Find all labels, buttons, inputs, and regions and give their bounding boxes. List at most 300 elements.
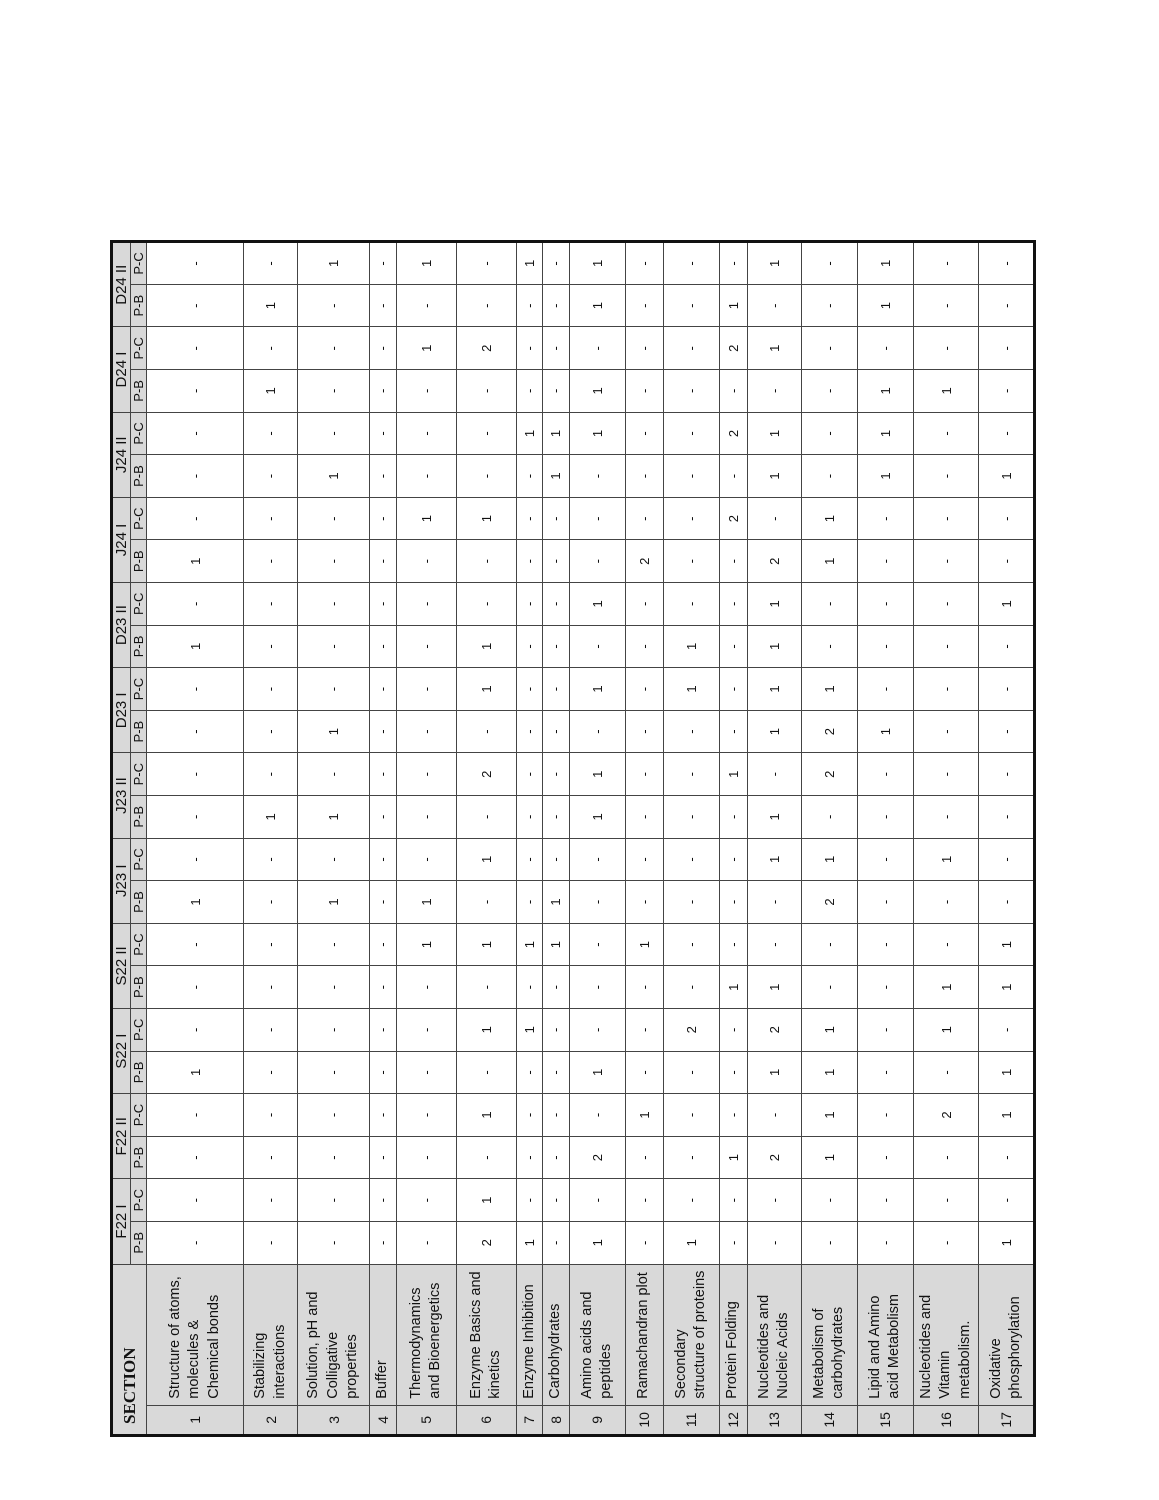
- count-cell: 1: [244, 370, 298, 413]
- count-cell: 2: [801, 753, 857, 796]
- count-cell: -: [298, 497, 370, 540]
- count-cell: -: [857, 1009, 913, 1052]
- count-cell: -: [147, 753, 244, 796]
- count-cell: -: [569, 540, 625, 583]
- count-cell: -: [979, 284, 1035, 327]
- count-cell: 1: [516, 412, 543, 455]
- count-cell: -: [663, 497, 719, 540]
- count-cell: -: [456, 1051, 516, 1094]
- count-cell: -: [569, 838, 625, 881]
- count-cell: 1: [857, 284, 913, 327]
- part-subheader: P-C: [131, 583, 147, 626]
- count-cell: -: [516, 1094, 543, 1137]
- count-cell: -: [396, 1094, 456, 1137]
- count-cell: -: [543, 242, 570, 285]
- count-cell: -: [370, 540, 397, 583]
- count-cell: 2: [747, 1136, 801, 1179]
- table-row: [396, 242, 456, 1436]
- count-cell: -: [516, 370, 543, 413]
- count-cell: 1: [747, 796, 801, 839]
- count-cell: -: [913, 753, 979, 796]
- count-cell: -: [244, 1051, 298, 1094]
- count-cell: -: [370, 327, 397, 370]
- row-number: 3: [298, 1405, 370, 1435]
- count-cell: 1: [857, 412, 913, 455]
- count-cell: -: [719, 923, 747, 966]
- count-cell: 1: [801, 1051, 857, 1094]
- test-header: F22 II: [112, 1094, 131, 1179]
- count-cell: -: [298, 1051, 370, 1094]
- count-cell: -: [979, 881, 1035, 924]
- count-cell: -: [569, 455, 625, 498]
- count-cell: 1: [979, 1051, 1035, 1094]
- count-cell: 2: [719, 327, 747, 370]
- count-cell: -: [370, 412, 397, 455]
- topic-cell: Lipid and Amino acid Metabolism: [857, 1264, 913, 1405]
- count-cell: -: [719, 796, 747, 839]
- count-cell: 1: [244, 796, 298, 839]
- count-cell: -: [801, 625, 857, 668]
- count-cell: 1: [569, 583, 625, 626]
- count-cell: -: [244, 710, 298, 753]
- table-row: [147, 242, 244, 1436]
- table-row: [244, 242, 298, 1436]
- row-number: 8: [543, 1405, 570, 1435]
- count-cell: -: [147, 497, 244, 540]
- table-row: [569, 242, 625, 1436]
- count-cell: -: [370, 796, 397, 839]
- count-cell: 1: [913, 370, 979, 413]
- count-cell: -: [625, 881, 663, 924]
- row-number: 2: [244, 1405, 298, 1435]
- count-cell: -: [857, 966, 913, 1009]
- count-cell: -: [396, 753, 456, 796]
- test-header: S22 II: [112, 923, 131, 1008]
- topic-cell: Structure of atoms, molecules & Chemical bonds: [147, 1264, 244, 1405]
- count-cell: -: [543, 710, 570, 753]
- test-header: D23 I: [112, 668, 131, 753]
- count-cell: 1: [719, 1136, 747, 1179]
- count-cell: 1: [298, 796, 370, 839]
- count-cell: 1: [396, 881, 456, 924]
- count-cell: -: [625, 1179, 663, 1222]
- count-cell: -: [298, 284, 370, 327]
- count-cell: -: [147, 838, 244, 881]
- count-cell: -: [747, 497, 801, 540]
- table-row: [298, 242, 370, 1436]
- part-subheader: P-C: [131, 1094, 147, 1137]
- count-cell: -: [979, 753, 1035, 796]
- count-cell: 1: [298, 881, 370, 924]
- count-cell: -: [625, 1009, 663, 1052]
- count-cell: -: [747, 370, 801, 413]
- row-number: 13: [747, 1405, 801, 1435]
- count-cell: 2: [719, 497, 747, 540]
- part-subheader: P-B: [131, 710, 147, 753]
- count-cell: 2: [801, 881, 857, 924]
- count-cell: 1: [625, 1094, 663, 1137]
- topic-cell: Enzyme Inhibition: [516, 1264, 543, 1405]
- count-cell: -: [396, 1221, 456, 1264]
- count-cell: -: [298, 625, 370, 668]
- table-row: [801, 242, 857, 1436]
- count-cell: -: [801, 242, 857, 285]
- count-cell: 1: [979, 1094, 1035, 1137]
- count-cell: -: [625, 412, 663, 455]
- row-number: 16: [913, 1405, 979, 1435]
- count-cell: -: [456, 710, 516, 753]
- table-row: [857, 242, 913, 1436]
- count-cell: 2: [801, 710, 857, 753]
- count-cell: -: [663, 1136, 719, 1179]
- count-cell: -: [370, 370, 397, 413]
- table-row: [370, 242, 397, 1436]
- test-header: D24 I: [112, 327, 131, 412]
- count-cell: 1: [147, 540, 244, 583]
- count-cell: 1: [979, 1221, 1035, 1264]
- row-number: 12: [719, 1405, 747, 1435]
- count-cell: -: [913, 1136, 979, 1179]
- count-cell: -: [719, 540, 747, 583]
- count-cell: 1: [801, 668, 857, 711]
- count-cell: -: [913, 242, 979, 285]
- count-cell: -: [370, 242, 397, 285]
- count-cell: 1: [913, 1009, 979, 1052]
- count-cell: 1: [857, 455, 913, 498]
- count-cell: -: [147, 455, 244, 498]
- count-cell: 2: [747, 540, 801, 583]
- count-cell: -: [298, 412, 370, 455]
- count-cell: -: [719, 455, 747, 498]
- count-cell: -: [516, 327, 543, 370]
- count-cell: -: [244, 242, 298, 285]
- count-cell: 1: [569, 242, 625, 285]
- count-cell: -: [147, 1136, 244, 1179]
- count-cell: -: [456, 412, 516, 455]
- count-cell: -: [913, 455, 979, 498]
- count-cell: -: [625, 583, 663, 626]
- count-cell: 1: [747, 583, 801, 626]
- count-cell: -: [543, 1179, 570, 1222]
- count-cell: 1: [456, 1009, 516, 1052]
- count-cell: -: [456, 284, 516, 327]
- count-cell: -: [543, 796, 570, 839]
- count-cell: -: [516, 497, 543, 540]
- table-row: [543, 242, 570, 1436]
- count-cell: 1: [747, 668, 801, 711]
- count-cell: -: [663, 455, 719, 498]
- count-cell: -: [516, 838, 543, 881]
- count-cell: -: [663, 1179, 719, 1222]
- table-row: [719, 242, 747, 1436]
- count-cell: -: [719, 242, 747, 285]
- topic-cell: Metabolism of carbohydrates: [801, 1264, 857, 1405]
- part-subheader: P-C: [131, 923, 147, 966]
- part-subheader: P-B: [131, 1136, 147, 1179]
- count-cell: 1: [719, 284, 747, 327]
- count-cell: 1: [456, 668, 516, 711]
- count-cell: -: [147, 583, 244, 626]
- count-cell: 1: [543, 455, 570, 498]
- count-cell: -: [979, 1009, 1035, 1052]
- count-cell: -: [244, 1094, 298, 1137]
- count-cell: -: [298, 540, 370, 583]
- count-cell: -: [857, 838, 913, 881]
- count-cell: -: [147, 327, 244, 370]
- row-number: 15: [857, 1405, 913, 1435]
- count-cell: -: [370, 1136, 397, 1179]
- row-number: 10: [625, 1405, 663, 1435]
- count-cell: -: [244, 966, 298, 1009]
- count-cell: -: [456, 370, 516, 413]
- count-cell: -: [370, 625, 397, 668]
- count-cell: 1: [569, 1051, 625, 1094]
- count-cell: -: [516, 668, 543, 711]
- table-row: [625, 242, 663, 1436]
- count-cell: -: [913, 796, 979, 839]
- count-cell: -: [370, 455, 397, 498]
- count-cell: 1: [456, 625, 516, 668]
- count-cell: -: [516, 583, 543, 626]
- count-cell: -: [396, 412, 456, 455]
- count-cell: 1: [913, 966, 979, 1009]
- count-cell: -: [625, 1221, 663, 1264]
- count-cell: 1: [516, 1009, 543, 1052]
- count-cell: 2: [719, 412, 747, 455]
- part-subheader: P-C: [131, 497, 147, 540]
- count-cell: -: [663, 242, 719, 285]
- part-subheader: P-C: [131, 412, 147, 455]
- count-cell: -: [913, 1051, 979, 1094]
- count-cell: 1: [801, 540, 857, 583]
- count-cell: -: [857, 327, 913, 370]
- count-cell: 1: [516, 1221, 543, 1264]
- count-cell: -: [625, 753, 663, 796]
- count-cell: -: [625, 625, 663, 668]
- count-cell: -: [298, 668, 370, 711]
- count-cell: 1: [979, 966, 1035, 1009]
- count-cell: -: [370, 966, 397, 1009]
- count-cell: -: [396, 625, 456, 668]
- count-cell: -: [913, 923, 979, 966]
- count-cell: 2: [456, 327, 516, 370]
- count-cell: -: [370, 583, 397, 626]
- test-header: D23 II: [112, 583, 131, 668]
- part-subheader: P-B: [131, 1221, 147, 1264]
- count-cell: -: [298, 583, 370, 626]
- count-cell: -: [516, 625, 543, 668]
- part-subheader: P-C: [131, 1179, 147, 1222]
- topic-cell: Nucleotides and Nucleic Acids: [747, 1264, 801, 1405]
- count-cell: -: [857, 923, 913, 966]
- count-cell: -: [396, 370, 456, 413]
- count-cell: -: [569, 923, 625, 966]
- topic-cell: Oxidative phosphorylation: [979, 1264, 1035, 1405]
- count-cell: 1: [298, 710, 370, 753]
- count-cell: -: [857, 668, 913, 711]
- count-cell: -: [979, 838, 1035, 881]
- count-cell: -: [625, 1136, 663, 1179]
- count-cell: 1: [801, 497, 857, 540]
- count-cell: -: [747, 881, 801, 924]
- count-cell: -: [298, 1136, 370, 1179]
- count-cell: -: [569, 1009, 625, 1052]
- count-cell: -: [147, 242, 244, 285]
- count-cell: -: [979, 796, 1035, 839]
- count-cell: -: [147, 1221, 244, 1264]
- row-number: 7: [516, 1405, 543, 1435]
- row-number: 17: [979, 1405, 1035, 1435]
- test-header: J23 II: [112, 753, 131, 838]
- count-cell: -: [543, 753, 570, 796]
- count-cell: 2: [663, 1009, 719, 1052]
- table-row: [979, 242, 1035, 1436]
- count-cell: -: [979, 668, 1035, 711]
- count-cell: 1: [747, 625, 801, 668]
- count-cell: 1: [979, 923, 1035, 966]
- count-cell: -: [663, 583, 719, 626]
- count-cell: -: [719, 1051, 747, 1094]
- count-cell: -: [979, 327, 1035, 370]
- count-cell: -: [719, 1179, 747, 1222]
- count-cell: -: [298, 923, 370, 966]
- count-cell: -: [244, 455, 298, 498]
- count-cell: -: [719, 668, 747, 711]
- count-cell: -: [516, 1136, 543, 1179]
- count-cell: 2: [913, 1094, 979, 1137]
- count-cell: -: [569, 710, 625, 753]
- count-cell: -: [396, 583, 456, 626]
- count-cell: -: [569, 966, 625, 1009]
- table-row: [456, 242, 516, 1436]
- count-cell: -: [663, 327, 719, 370]
- count-cell: -: [625, 242, 663, 285]
- count-cell: -: [396, 966, 456, 1009]
- count-cell: -: [516, 753, 543, 796]
- count-cell: -: [147, 796, 244, 839]
- count-cell: -: [569, 327, 625, 370]
- count-cell: -: [913, 540, 979, 583]
- count-cell: -: [857, 881, 913, 924]
- count-cell: -: [625, 838, 663, 881]
- count-cell: -: [913, 710, 979, 753]
- topic-cell: Amino acids and peptides: [569, 1264, 625, 1405]
- count-cell: -: [979, 497, 1035, 540]
- count-cell: -: [396, 710, 456, 753]
- count-cell: 1: [543, 881, 570, 924]
- count-cell: -: [663, 1094, 719, 1137]
- count-cell: -: [543, 540, 570, 583]
- section-header: SECTION: [112, 1264, 147, 1435]
- count-cell: -: [543, 284, 570, 327]
- count-cell: -: [147, 1094, 244, 1137]
- row-number: 14: [801, 1405, 857, 1435]
- part-subheader: P-C: [131, 753, 147, 796]
- count-cell: 1: [396, 923, 456, 966]
- count-cell: -: [516, 881, 543, 924]
- count-cell: -: [543, 583, 570, 626]
- count-cell: -: [244, 583, 298, 626]
- count-cell: -: [857, 497, 913, 540]
- topic-cell: Buffer: [370, 1264, 397, 1405]
- count-cell: -: [370, 923, 397, 966]
- count-cell: -: [979, 540, 1035, 583]
- count-cell: 1: [244, 284, 298, 327]
- count-cell: 1: [396, 242, 456, 285]
- section-topic-table: [110, 240, 1036, 1437]
- count-cell: -: [298, 966, 370, 1009]
- count-cell: -: [663, 540, 719, 583]
- count-cell: -: [625, 710, 663, 753]
- count-cell: -: [663, 710, 719, 753]
- count-cell: 2: [625, 540, 663, 583]
- row-number: 11: [663, 1405, 719, 1435]
- count-cell: -: [663, 796, 719, 839]
- count-cell: 1: [857, 710, 913, 753]
- part-subheader: P-B: [131, 455, 147, 498]
- count-cell: -: [857, 796, 913, 839]
- count-cell: -: [147, 284, 244, 327]
- count-cell: -: [857, 1179, 913, 1222]
- count-cell: -: [370, 1094, 397, 1137]
- count-cell: -: [370, 881, 397, 924]
- count-cell: -: [543, 1136, 570, 1179]
- count-cell: -: [747, 753, 801, 796]
- count-cell: -: [244, 881, 298, 924]
- test-header: F22 I: [112, 1179, 131, 1264]
- count-cell: -: [801, 923, 857, 966]
- count-cell: 1: [747, 1051, 801, 1094]
- part-subheader: P-C: [131, 838, 147, 881]
- count-cell: -: [370, 1051, 397, 1094]
- count-cell: -: [147, 966, 244, 1009]
- count-cell: -: [456, 881, 516, 924]
- count-cell: -: [244, 327, 298, 370]
- count-cell: 1: [147, 625, 244, 668]
- count-cell: -: [543, 370, 570, 413]
- count-cell: -: [663, 881, 719, 924]
- count-cell: -: [543, 497, 570, 540]
- part-subheader: P-C: [131, 668, 147, 711]
- count-cell: -: [719, 1009, 747, 1052]
- count-cell: 1: [747, 242, 801, 285]
- count-cell: -: [663, 1051, 719, 1094]
- count-cell: -: [516, 1051, 543, 1094]
- count-cell: -: [298, 1221, 370, 1264]
- count-cell: -: [625, 668, 663, 711]
- part-subheader: P-C: [131, 242, 147, 285]
- count-cell: -: [719, 710, 747, 753]
- count-cell: -: [979, 242, 1035, 285]
- count-cell: -: [456, 966, 516, 1009]
- count-cell: -: [298, 327, 370, 370]
- count-cell: -: [801, 370, 857, 413]
- test-header: D24 II: [112, 242, 131, 327]
- count-cell: -: [801, 966, 857, 1009]
- count-cell: 1: [801, 1136, 857, 1179]
- count-cell: -: [625, 327, 663, 370]
- count-cell: -: [516, 540, 543, 583]
- count-cell: -: [801, 327, 857, 370]
- count-cell: -: [370, 838, 397, 881]
- test-header: J24 I: [112, 497, 131, 582]
- count-cell: -: [663, 753, 719, 796]
- count-cell: -: [857, 583, 913, 626]
- count-cell: -: [396, 284, 456, 327]
- count-cell: -: [147, 412, 244, 455]
- count-cell: -: [543, 1094, 570, 1137]
- count-cell: 1: [747, 710, 801, 753]
